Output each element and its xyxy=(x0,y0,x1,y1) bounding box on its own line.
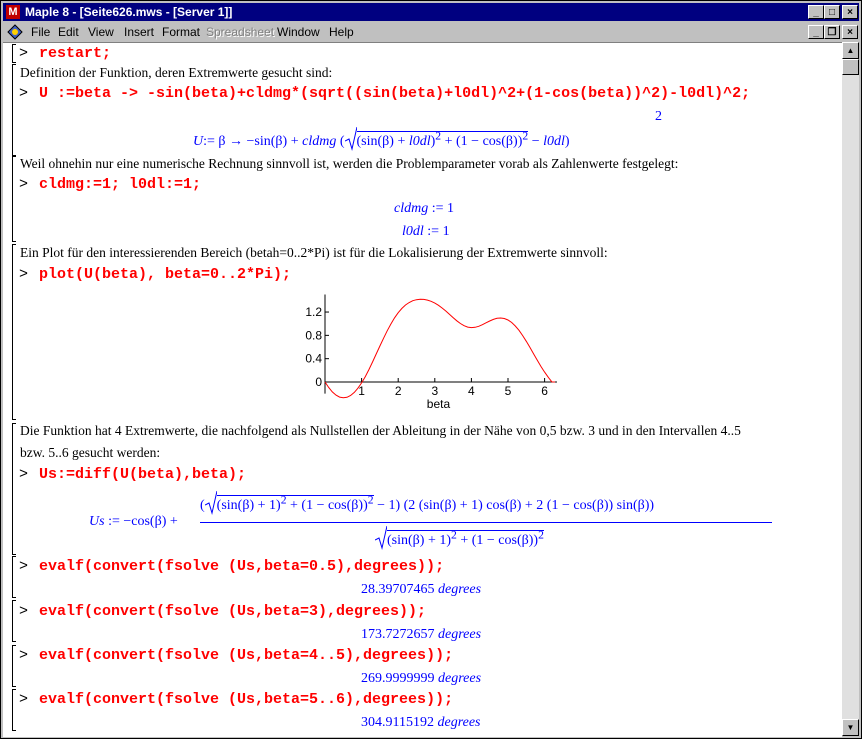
sqrt-sign-u xyxy=(345,127,357,151)
us-num-rad-a: (sin(β) + 1) xyxy=(216,498,281,513)
us-denominator xyxy=(375,526,544,550)
worksheet[interactable] xyxy=(3,42,842,737)
sqrt-sign-num xyxy=(205,491,217,515)
command-define-u[interactable]: U :=beta -> -sin(beta)+cldmg*(sqrt((sin(beta)+l0dl)^2+(1-cos(beta))^2)-l0dl)^2; xyxy=(39,85,751,102)
result-fsolve-4 xyxy=(361,715,481,731)
input-prompt: > xyxy=(19,603,29,620)
u-rad-part-b: ) xyxy=(430,134,436,149)
text-definition[interactable]: Definition der Funktion, deren Extremwerte gesucht sind: xyxy=(20,65,333,80)
scroll-up-icon: ▲ xyxy=(846,46,855,55)
y-tick-label: 1.2 xyxy=(305,305,322,320)
y-tick-label: 0.8 xyxy=(305,328,322,343)
doc-restore-button[interactable] xyxy=(824,25,840,39)
output-cldmg xyxy=(394,201,454,217)
us-den-b: + (1 − cos(β)) xyxy=(456,533,539,548)
command-fsolve-3[interactable]: evalf(convert(fsolve (Us,beta=4..5),degrees)); xyxy=(39,647,454,664)
result-2-unit: degrees xyxy=(438,627,482,642)
u-open-paren: ( xyxy=(339,134,345,149)
command-restart[interactable]: restart; xyxy=(39,45,112,62)
menu-edit[interactable]: Edit xyxy=(58,25,79,39)
l0dl-value: := 1 xyxy=(423,224,450,239)
us-assign: := −cos(β) + xyxy=(104,514,178,529)
scroll-down-icon: ▼ xyxy=(846,723,855,732)
symbol-l0dl: l0dl xyxy=(408,134,431,149)
input-prompt: > xyxy=(19,558,29,575)
u-rad-part-a: (sin(β) + xyxy=(356,134,409,149)
group-bracket-definition[interactable] xyxy=(12,64,16,156)
window-title: Maple 8 - [Seite626.mws - [Server 1]] xyxy=(25,5,233,19)
x-tick-label: 1 xyxy=(358,384,365,398)
input-prompt: > xyxy=(19,176,29,193)
u-exp-2: 2 xyxy=(522,129,529,143)
us-num-exp-1: 2 xyxy=(280,493,287,507)
command-diff[interactable]: Us:=diff(U(beta),beta); xyxy=(39,466,247,483)
u-minus: − xyxy=(528,134,544,149)
group-bracket-fsolve-3[interactable] xyxy=(12,645,16,687)
menu-insert[interactable]: Insert xyxy=(124,25,155,39)
input-prompt: > xyxy=(19,85,29,102)
command-plot[interactable]: plot(U(beta), beta=0..2*Pi); xyxy=(39,266,292,283)
us-den-radicand xyxy=(387,530,544,548)
u-exp-1: 2 xyxy=(435,129,442,143)
y-tick-label: 0.4 xyxy=(305,351,322,366)
us-numerator xyxy=(200,491,654,515)
document-icon[interactable] xyxy=(7,24,23,40)
x-tick-label: 4 xyxy=(468,384,475,398)
doc-close-button[interactable] xyxy=(842,25,858,39)
us-den-a: (sin(β) + 1) xyxy=(387,533,452,548)
result-4-value: 304.9115192 xyxy=(361,715,438,730)
us-num-exp-2: 2 xyxy=(367,493,374,507)
y-tick-label: 0 xyxy=(315,375,322,389)
doc-restore-icon: ❐ xyxy=(827,27,837,38)
x-tick-label: 3 xyxy=(431,384,439,398)
maximize-icon: □ xyxy=(828,7,836,18)
us-num-rad-b: + (1 − cos(β)) xyxy=(286,498,368,513)
menu-file[interactable]: File xyxy=(31,25,51,39)
group-bracket-restart[interactable] xyxy=(12,44,16,63)
symbol-l0dl-2: l0dl xyxy=(543,134,565,149)
us-fraction-bar xyxy=(200,522,772,523)
command-fsolve-1[interactable]: evalf(convert(fsolve (Us,beta=0.5),degrees)); xyxy=(39,558,445,575)
result-1-unit: degrees xyxy=(438,582,482,597)
scroll-down-button[interactable] xyxy=(842,719,859,736)
u-assign: := β → −sin(β) + xyxy=(203,134,303,149)
input-prompt: > xyxy=(19,647,29,664)
symbol-l0dl-out: l0dl xyxy=(402,224,424,239)
output-l0dl xyxy=(402,224,450,240)
result-3-value: 269.9999999 xyxy=(361,671,438,686)
text-plot[interactable]: Ein Plot für den interessierenden Bereich (betah=0..2*Pi) ist für die Lokalisierung der Extremwerte sinnvoll: xyxy=(20,245,608,260)
menu-help[interactable]: Help xyxy=(329,25,354,39)
us-den-exp-1: 2 xyxy=(451,528,457,542)
x-tick-label: 6 xyxy=(541,384,548,398)
close-icon: × xyxy=(847,7,853,18)
result-4-unit: degrees xyxy=(437,715,481,730)
minimize-button[interactable] xyxy=(808,5,824,19)
menu-view[interactable]: View xyxy=(88,25,114,39)
symbol-u: U xyxy=(193,134,204,149)
text-parameters[interactable]: Weil ohnehin nur eine numerische Rechnung sinnvoll ist, werden die Problemparameter vorab als Zahlenwerte festgelegt: xyxy=(20,156,679,171)
us-num-radicand xyxy=(217,495,374,513)
title-bar xyxy=(3,3,859,21)
symbol-cldmg: cldmg xyxy=(302,134,337,149)
command-set-parameters[interactable]: cldmg:=1; l0dl:=1; xyxy=(39,176,202,193)
minimize-icon: _ xyxy=(813,7,819,18)
menu-spreadsheet[interactable]: Spreadsheet xyxy=(206,25,275,39)
group-bracket-plot[interactable] xyxy=(12,244,16,420)
maple-app-icon[interactable]: M xyxy=(6,5,20,19)
us-num-open: ( xyxy=(200,498,205,513)
group-bracket-parameters[interactable] xyxy=(12,156,16,242)
result-2-value: 173.7272657 xyxy=(361,627,438,642)
us-den-exp-2: 2 xyxy=(538,528,544,542)
group-bracket-fsolve-1[interactable] xyxy=(12,556,16,598)
symbol-us: Us xyxy=(89,514,105,529)
vertical-scrollbar[interactable] xyxy=(842,42,859,736)
plot-u-beta[interactable] xyxy=(305,287,575,417)
menu-format[interactable]: Format xyxy=(162,25,201,39)
doc-minimize-button[interactable] xyxy=(808,25,824,39)
sqrt-sign-den xyxy=(375,526,387,550)
command-fsolve-2[interactable]: evalf(convert(fsolve (Us,beta=3),degrees)); xyxy=(39,603,427,620)
command-fsolve-4[interactable]: evalf(convert(fsolve (Us,beta=5..6),degrees)); xyxy=(39,691,454,708)
menu-window[interactable]: Window xyxy=(277,25,320,39)
u-rad-part-c: + (1 − cos(β)) xyxy=(441,134,523,149)
x-tick-label: 2 xyxy=(394,384,402,398)
scroll-up-button[interactable] xyxy=(842,42,859,59)
u-radicand xyxy=(357,131,529,149)
input-prompt: > xyxy=(19,691,29,708)
close-button[interactable] xyxy=(842,5,858,19)
text-derivative-2[interactable]: bzw. 5..6 gesucht werden: xyxy=(20,445,161,460)
result-1-value: 28.39707465 xyxy=(361,582,438,597)
input-prompt: > xyxy=(19,45,29,62)
x-tick-label: 5 xyxy=(504,384,512,398)
doc-close-icon: × xyxy=(847,27,853,38)
u-outer-exponent: 2 xyxy=(655,109,662,124)
output-us xyxy=(89,491,789,555)
us-lhs xyxy=(89,514,178,530)
scroll-thumb[interactable] xyxy=(842,59,859,75)
result-fsolve-3 xyxy=(361,671,481,687)
result-fsolve-1 xyxy=(361,582,481,598)
input-prompt: > xyxy=(19,266,29,283)
menu-bar xyxy=(3,22,859,42)
group-bracket-fsolve-2[interactable] xyxy=(12,600,16,642)
input-prompt: > xyxy=(19,466,29,483)
group-bracket-fsolve-4[interactable] xyxy=(12,689,16,731)
text-derivative-1[interactable]: Die Funktion hat 4 Extremwerte, die nachfolgend als Nullstellen der Ableitung in der Nähe von 0,5 bzw. 3 und in den Intervallen 4..5 xyxy=(20,423,741,438)
doc-minimize-icon: _ xyxy=(813,27,819,38)
result-3-unit: degrees xyxy=(438,671,482,686)
cldmg-value: := 1 xyxy=(428,201,455,216)
x-axis-label: beta xyxy=(426,397,451,411)
maximize-button[interactable] xyxy=(824,5,840,19)
output-u-definition xyxy=(193,127,570,151)
u-close-paren: ) xyxy=(564,134,570,149)
symbol-cldmg-out: cldmg xyxy=(394,201,429,216)
us-num-rest: − 1) (2 (sin(β) + 1) cos(β) + 2 (1 − cos(β)) sin(β)) xyxy=(373,498,655,513)
group-bracket-derivative[interactable] xyxy=(12,423,16,555)
result-fsolve-2 xyxy=(361,627,481,643)
